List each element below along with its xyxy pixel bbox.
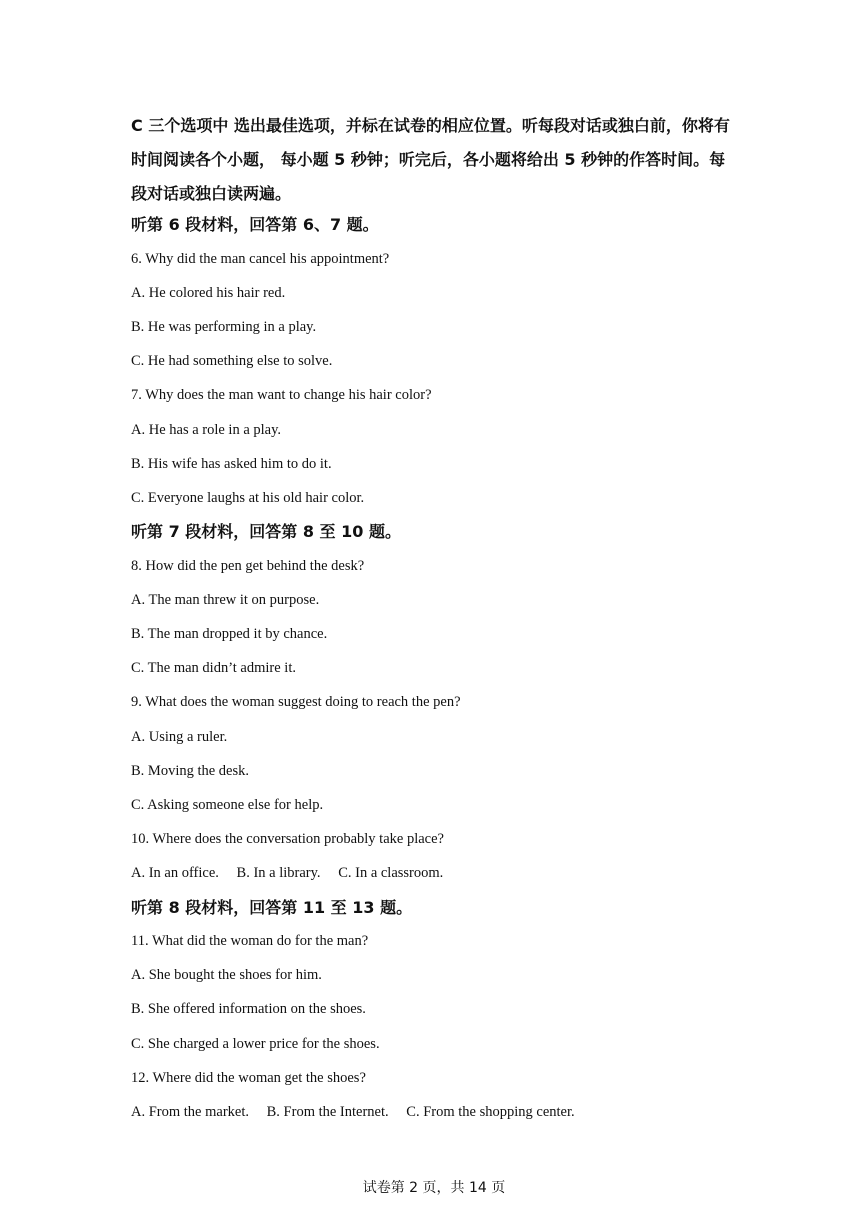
question-12-option-b: B. From the Internet.: [266, 1104, 389, 1120]
question-11-option-a: A. She bought the shoes for him.: [131, 967, 322, 983]
question-9-option-b: B. Moving the desk.: [131, 763, 250, 779]
question-6-option-a: A. He colored his hair red.: [131, 285, 286, 301]
page-footer: 试卷第 2 页，共 14 页: [362, 1180, 506, 1196]
question-7: 7. Why does the man want to change his hair color?: [131, 387, 432, 403]
question-8-option-a: A. The man threw it on purpose.: [131, 592, 320, 608]
question-12-option-c: C. From the shopping center.: [406, 1104, 575, 1120]
question-9: 9. What does the woman suggest doing to reach the pen?: [131, 694, 461, 710]
section-heading-6: 听第 6 段材料，回答第 6、7 题。: [131, 215, 379, 234]
question-10-options: [131, 863, 741, 883]
question-7-option-b: B. His wife has asked him to do it.: [131, 456, 332, 472]
question-12-option-a: A. From the market.: [131, 1104, 249, 1120]
question-7-option-c: C. Everyone laughs at his old hair color.: [131, 490, 365, 506]
question-11-option-c: C. She charged a lower price for the shoes.: [131, 1036, 380, 1052]
question-8: 8. How did the pen get behind the desk?: [131, 558, 365, 574]
question-12: 12. Where did the woman get the shoes?: [131, 1070, 366, 1086]
question-9-option-a: A. Using a ruler.: [131, 729, 228, 745]
question-11-option-b: B. She offered information on the shoes.: [131, 1001, 366, 1017]
question-11: 11. What did the woman do for the man?: [131, 933, 369, 949]
section-instructions: C 三个选项中 选出最佳选项，并标在试卷的相应位置。听每段对话或独白前，你将有时间阅读各个小题， 每小题 5 秒钟；听完后，各小题将给出 5 秒钟的作答时间。每段对话或独白读两遍。: [131, 116, 730, 203]
question-9-option-c: C. Asking someone else for help.: [131, 797, 324, 813]
question-10: 10. Where does the conversation probably take place?: [131, 831, 444, 847]
question-8-option-c: C. The man didn’t admire it.: [131, 660, 296, 676]
question-6-option-b: B. He was performing in a play.: [131, 319, 317, 335]
question-12-options: [131, 1102, 741, 1122]
question-10-option-c: C. In a classroom.: [338, 865, 444, 881]
question-6: 6. Why did the man cancel his appointment?: [131, 251, 390, 267]
question-10-option-b: B. In a library.: [236, 865, 321, 881]
section-heading-7: 听第 7 段材料，回答第 8 至 10 题。: [131, 522, 401, 541]
section-heading-8: 听第 8 段材料，回答第 11 至 13 题。: [131, 898, 413, 917]
question-10-option-a: A. In an office.: [131, 865, 219, 881]
question-8-option-b: B. The man dropped it by chance.: [131, 626, 328, 642]
question-7-option-a: A. He has a role in a play.: [131, 422, 282, 438]
question-6-option-c: C. He had something else to solve.: [131, 353, 333, 369]
